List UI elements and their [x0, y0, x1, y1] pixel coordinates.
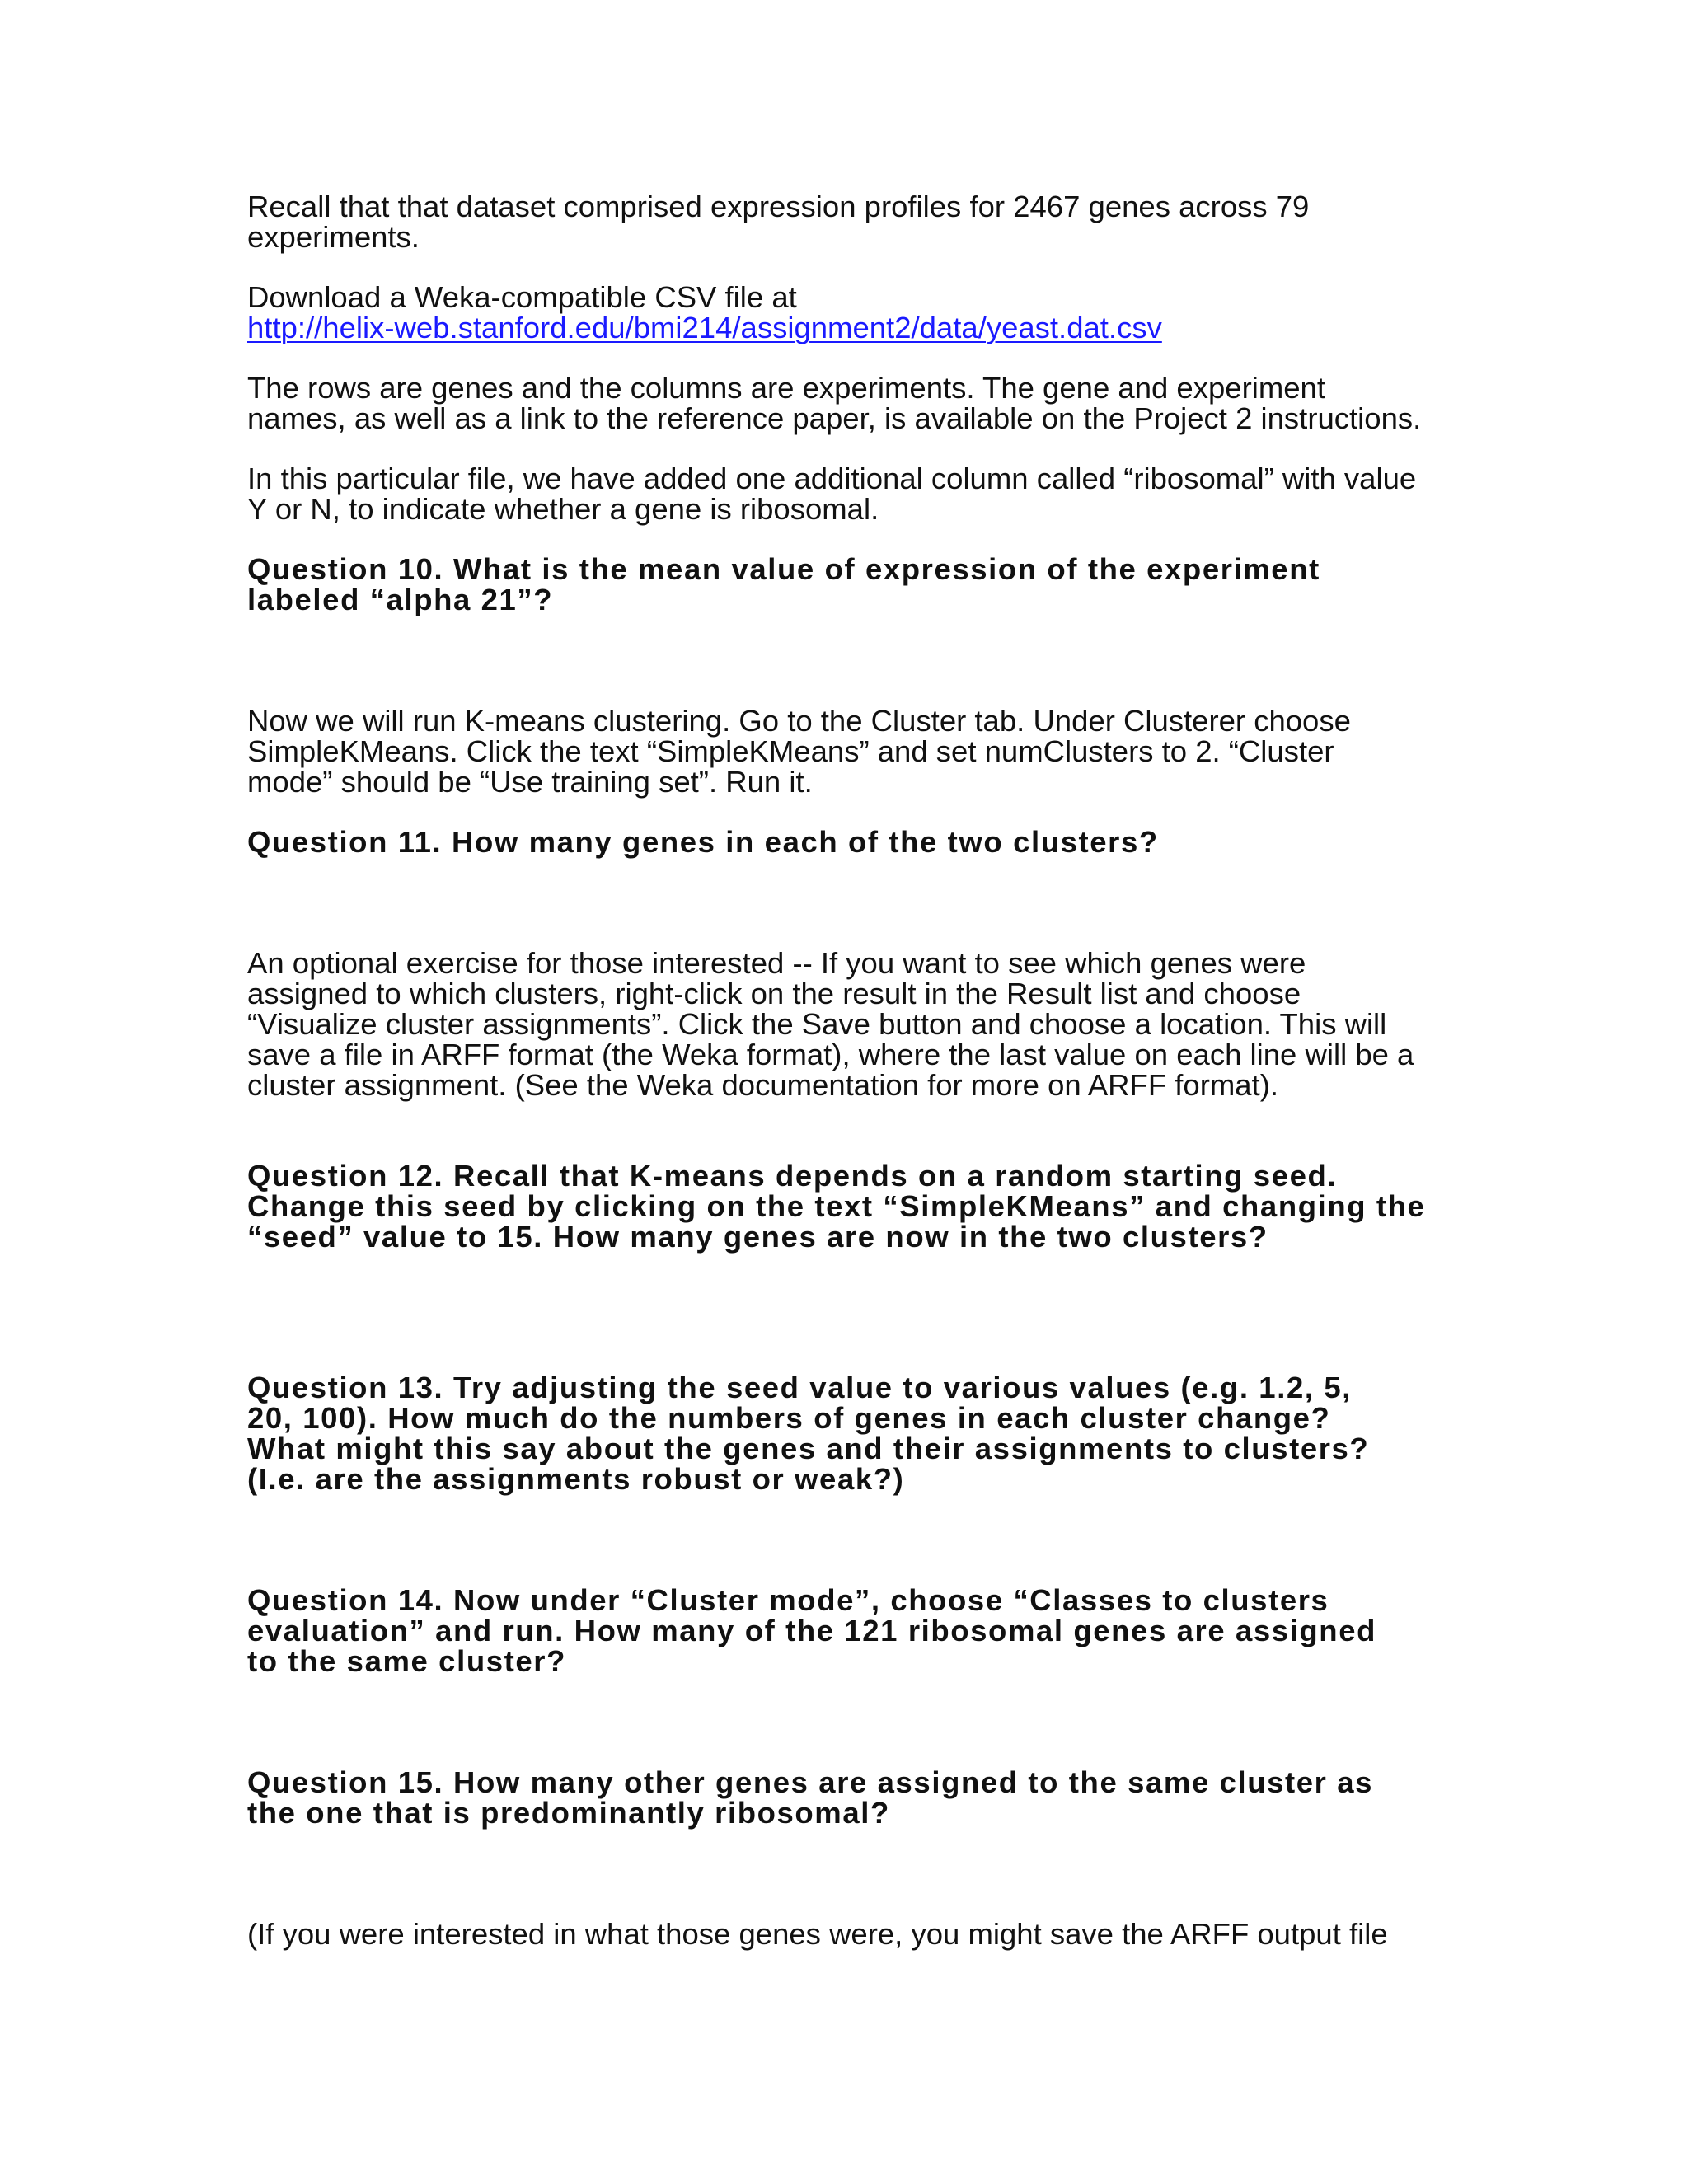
spacer	[247, 1494, 1451, 1585]
spacer	[247, 434, 1451, 463]
spacer	[247, 343, 1451, 373]
spacer	[247, 1252, 1451, 1372]
question-13: Question 13. Try adjusting the seed value to various values (e.g. 1.2, 5, 20, 100). How much do the numbers of genes in each cluster change? What might this say about the genes and their assignments to clusters? (I.e. are the assignments robust or weak?)	[247, 1371, 1370, 1496]
dataset-csv-link[interactable]: http://helix-web.stanford.edu/bmi214/assignment2/data/yeast.dat.csv	[247, 311, 1162, 344]
question-10: Question 10. What is the mean value of expression of the experiment labeled “alpha 21”?	[247, 552, 1320, 616]
question-11: Question 11. How many genes in each of the two clusters?	[247, 825, 1159, 859]
kmeans-instructions-paragraph: Now we will run K-means clustering. Go to the Cluster tab. Under Clusterer choose SimpleKMeans. Click the text “SimpleKMeans” and set numClusters to 2. “Cluster mode” should be “Use training set”. Run it.	[247, 704, 1351, 799]
ribosomal-column-paragraph: In this particular file, we have added one additional column called “ribosomal” with value Y or N, to indicate whether a gene is ribosomal.	[247, 462, 1417, 526]
optional-exercise-paragraph: An optional exercise for those interested -- If you want to see which genes were assigned to which clusters, right-click on the result in the Result list and choose “Visualize cluster assignments”. Click the Save button and choose a location. This will save a file in ARFF format (the Weka format), where the last value on each line will be a cluster assignment. (See the Weka documentation for more on ARFF format).	[247, 946, 1414, 1102]
spacer	[247, 1676, 1451, 1767]
spacer	[247, 857, 1451, 948]
spacer	[247, 1100, 1451, 1160]
spacer	[247, 524, 1451, 554]
question-15: Question 15. How many other genes are assigned to the same cluster as the one that is predominantly ribosomal?	[247, 1765, 1374, 1830]
download-text: Download a Weka-compatible CSV file at	[247, 280, 797, 314]
spacer	[247, 252, 1451, 282]
download-paragraph	[247, 282, 1451, 343]
question-12: Question 12. Recall that K-means depends on a random starting seed. Change this seed by clicking on the text “SimpleKMeans” and changing the “seed” value to 15. How many genes are now in the two clusters?	[247, 1159, 1426, 1254]
rows-columns-paragraph: The rows are genes and the columns are experiments. The gene and experiment names, as well as a link to the reference paper, is available on the Project 2 instructions.	[247, 371, 1422, 435]
spacer	[247, 797, 1451, 827]
spacer	[247, 615, 1451, 705]
spacer	[247, 1828, 1451, 1919]
final-paragraph: (If you were interested in what those genes were, you might save the ARFF output file	[247, 1917, 1388, 1951]
intro-paragraph: Recall that that dataset comprised expression profiles for 2467 genes across 79 experiments.	[247, 190, 1310, 254]
question-14: Question 14. Now under “Cluster mode”, choose “Classes to clusters evaluation” and run. How many of the 121 ribosomal genes are assigned to the same cluster?	[247, 1583, 1376, 1678]
document-page	[247, 191, 1451, 1949]
